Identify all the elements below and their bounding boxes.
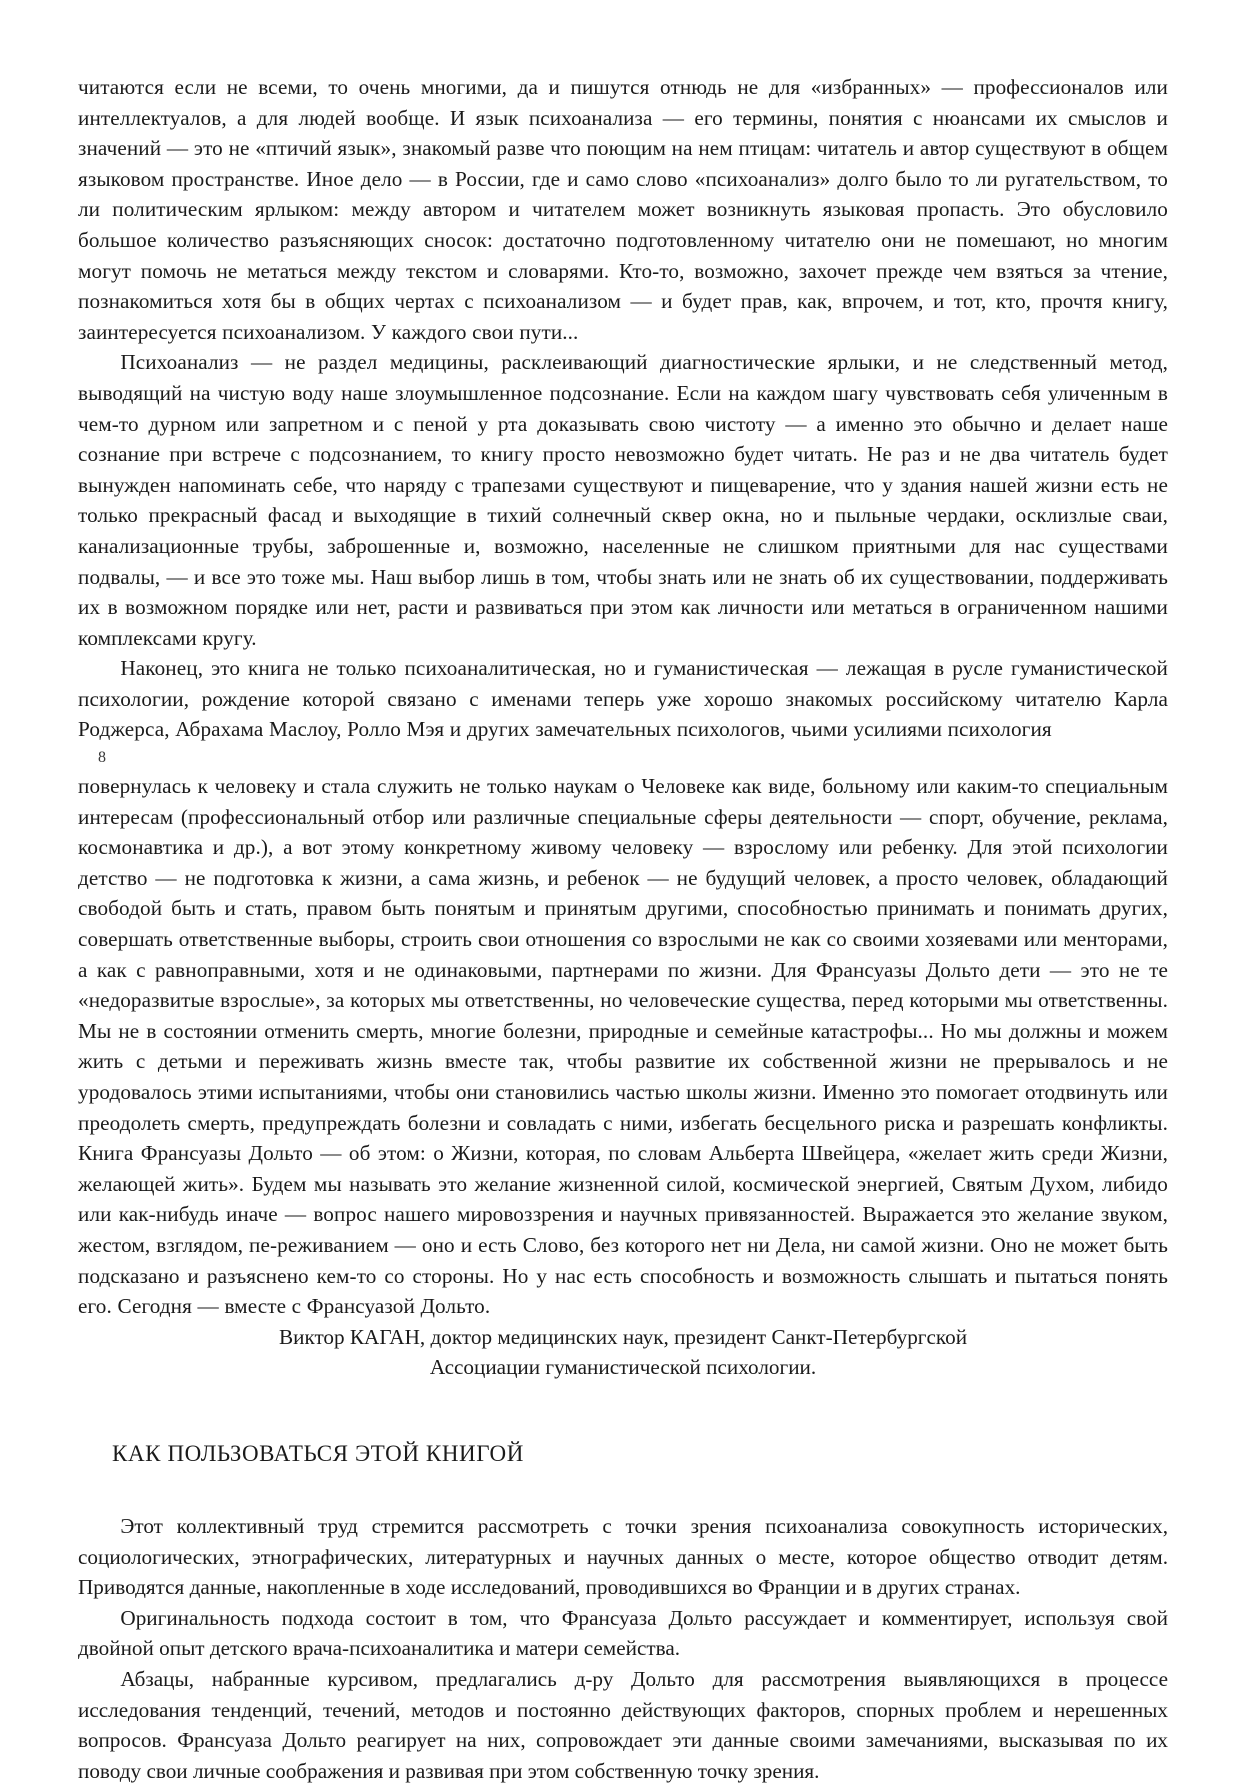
signature-author-line: Виктор КАГАН, доктор медицинских наук, президент Санкт-Петербургской	[278, 1324, 968, 1349]
page-content	[78, 72, 1168, 1786]
paragraph-italic-passages: Абзацы, набранные курсивом, предлагались д-ру Дольто для рассмотрения выявляющихся в процессе исследования тенденций, течений, методов и постоянно действующих факторов, спорных проблем и нерешенных вопросов. Франсуаза Дольто реагирует на них, сопровождает эти данные своими замечаниями, высказывая по их поводу свои личные соображения и развивая при этом собственную точку зрения.	[78, 1666, 1168, 1783]
paragraph-originality: Оригинальность подхода состоит в том, что Франсуаза Дольто рассуждает и комментирует, используя свой двойной опыт детского врача-психоаналитика и матери семейства.	[78, 1605, 1168, 1661]
page-number: 8	[98, 749, 106, 767]
section-spacer-bottom	[78, 1471, 1168, 1511]
section-heading-how-to-use: КАК ПОЛЬЗОВАТЬСЯ ЭТОЙ КНИГОЙ	[112, 1440, 524, 1466]
paragraph-humanistic: Наконец, это книга не только психоаналитическая, но и гуманистическая — лежащая в русле гуманистической психологии, рождение которой связано с именами теперь уже хорошо знакомых российскому читателю Карла Роджерса, Абрахама Маслоу, Ролло Мэя и других замечательных психологов, чьими усилиями психология	[78, 656, 1168, 742]
paragraph-continued-after-break: повернулась к человеку и стала служить не только наукам о Человеке как виде, больному или каким-то специальным интересам (профессиональный отбор или различные специальные сферы деятельности — спорт, обучение, реклама, космонавтика и др.), а вот этому конкретному живому человеку — взрослому или ребенку. Для этой психологии детство — не подготовка к жизни, а сама жизнь, и ребенок — не будущий человек, а просто человек, обладающий свободой быть и стать, правом быть понятым и принятым другими, способностью принимать и понимать других, совершать ответственные выборы, строить свои отношения со взрослыми не как со своими хозяевами или менторами, а как с равноправными, хотя и не одинаковыми, партнерами по жизни. Для Франсуазы Дольто дети — это не те «недоразвитые взрослые», за которых мы ответственны, но человеческие существа, перед которыми мы ответственны. Мы не в состоянии отменить смерть, многие болезни, природные и семейные катастрофы... Но мы должны и можем жить с детьми и переживать жизнь вместе так, чтобы развитие их собственной жизни не прерывалось и не уродовалось этими испытаниями, чтобы они становились частью школы жизни. Именно это помогает отодвинуть или преодолеть смерть, предупреждать болезни и совладать с ними, избегать бесцельного риска и разрешать конфликты. Книга Франсуазы Дольто — об этом: о Жизни, которая, по словам Альберта Швейцера, «желает жить среди Жизни, желающей жить». Будем мы называть это желание жизненной силой, космической энергией, Святым Духом, либидо или как-нибудь иначе — вопрос нашего мировоззрения и научных привязанностей. Выражается это желание звуком, жестом, взглядом, пе-реживанием — оно и есть Слово, без которого нет ни Дела, ни самой жизни. Оно не может быть подсказано и разъяснено кем-то со стороны. Но у нас есть способность и возможность слышать и пытаться понять его. Сегодня — вместе с Франсуазой Дольто.	[78, 774, 1168, 1319]
paragraph-psychoanalysis: Психоанализ — не раздел медицины, расклеивающий диагностические ярлыки, и не следственный метод, выводящий на чистую воду наше злоумышленное подсознание. Если на каждом шагу чувствовать себя уличенным в чем-то дурном или запретном и с пеной у рта доказывать свою чистоту — а именно это обычно и делает наше сознание при встрече с подсознанием, то книгу просто невозможно будет читать. Не раз и не два читатель будет вынужден напоминать себе, что наряду с трапезами существуют и пищеварение, что у здания нашей жизни есть не только прекрасный фасад и выходящие в тихий солнечный сквер окна, но и пыльные чердаки, осклизлые сваи, канализационные трубы, заброшенные и, возможно, населенные не слишком приятными для нас существами подвалы, — и все это тоже мы. Наш выбор лишь в том, чтобы знать или не знать об их существовании, поддерживать их в возможном порядке или нет, расти и развиваться при этом как личности или метаться в ограниченном нашими комплексами кругу.	[78, 350, 1168, 650]
section-spacer-top	[78, 1383, 1168, 1437]
paragraph-intro-continued: читаются если не всеми, то очень многими, да и пишутся отнюдь не для «избранных» — профессионалов или интеллектуалов, а для людей вообще. И язык психоанализа — его термины, понятия с нюансами их смыслов и значений — это не «птичий язык», знакомый разве что поющим на нем птицам: читатель и автор существуют в общем языковом пространстве. Иное дело — в России, где и само слово «психоанализ» долго было то ли ругательством, то ли политическим ярлыком: между автором и читателем может возникнуть языковая пропасть. Это обусловило большое количество разъясняющих сносок: достаточно подготовленному читателю они не помешают, но многим могут помочь не метаться между текстом и словарями. Кто-то, возможно, захочет прежде чем взяться за чтение, познакомиться хотя бы в общих чертах с психоанализом — и будет прав, как, впрочем, и тот, кто, прочтя книгу, заинтересуется психоанализом. У каждого свои пути...	[78, 75, 1168, 344]
signature-association-line: Ассоциации гуманистической психологии.	[429, 1355, 817, 1380]
paragraph-collective-work: Этот коллективный труд стремится рассмотреть с точки зрения психоанализа совокупность исторических, социологических, этнографических, литературных и научных данных о месте, которое общество отводит детям. Приводятся данные, накопленные в ходе исследований, проводившихся во Франции и в других странах.	[78, 1513, 1168, 1600]
signature-block	[78, 1322, 1168, 1383]
